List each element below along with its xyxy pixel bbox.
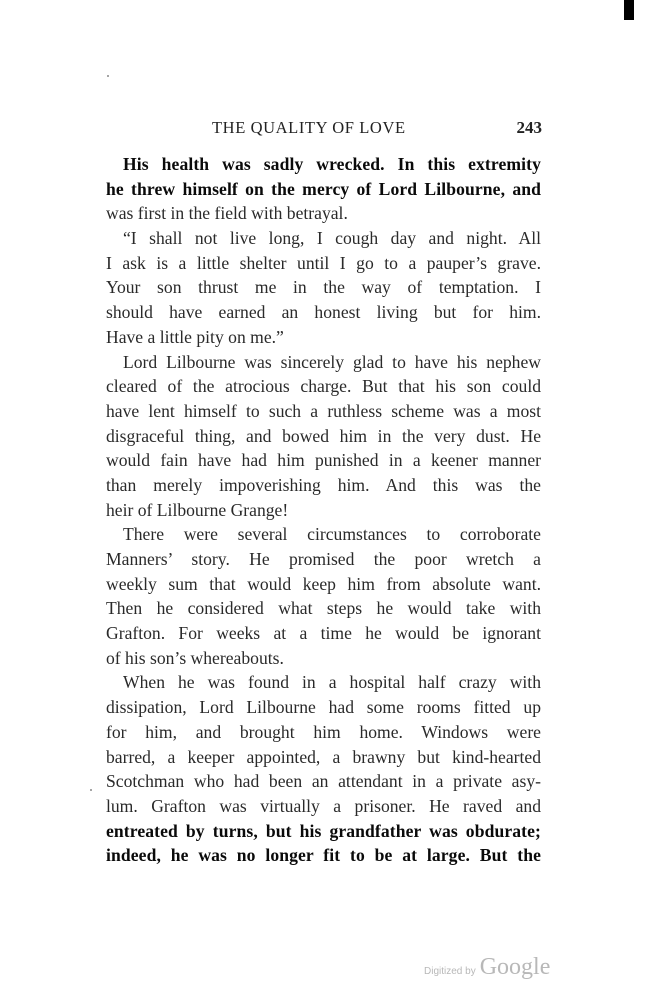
scan-edge-mark [624,0,634,20]
text-line: for him, and brought him home. Windows were [106,721,541,742]
text-line: heir of Lilbourne Grange! [106,499,289,520]
text-line: Grafton. For weeks at a time he would be ignorant [106,623,541,644]
text-line: of his son’s whereabouts. [106,647,284,668]
text-line: Manners’ story. He promised the poor wretch a [106,549,541,569]
text-line: lum. Grafton was virtually a prisoner. He raved and [106,795,541,816]
text-line: would fain have had him punished in a keener manner [106,450,541,471]
text-line: I ask is a little shelter until I go to a pauper’s grave. [106,252,541,273]
page-number: 243 [516,118,542,137]
digitized-watermark [424,954,550,981]
text-line: than merely impoverishing him. And this was the [106,474,541,495]
text-line: Lord Lilbourne was sincerely glad to have his nephew [123,351,541,372]
text-line: he threw himself on the mercy of Lord Lilbourne, and [106,178,541,199]
text-line: Scotchman who had been an attendant in a private asy- [106,771,541,792]
text-line: dissipation, Lord Lilbourne had some rooms fitted up [106,697,541,718]
text-line: Then he considered what steps he would take with [106,598,541,619]
text-line: “I shall not live long, I cough day and night. All [123,228,541,249]
text-line: disgraceful thing, and bowed him in the very dust. He [106,425,541,446]
text-line: have lent himself to such a ruthless scheme was a most [106,400,541,421]
text-line: barred, a keeper appointed, a brawny but kind-hearted [106,746,541,767]
scan-speck [90,789,92,791]
text-line: indeed, he was no longer fit to be at large. But the [106,845,541,866]
text-line: Your son thrust me in the way of temptation. I [106,277,541,298]
page-header [106,118,542,146]
text-line: should have earned an honest living but for him. [106,302,541,323]
running-title: THE QUALITY OF LOVE [212,118,406,137]
text-line: There were several circumstances to corroborate [123,524,541,545]
text-line: entreated by turns, but his grandfather was obdurate; [106,820,541,841]
body-text [106,152,541,868]
watermark-prefix: Digitized by [424,966,476,977]
text-line: When he was found in a hospital half crazy with [123,672,541,693]
text-line: Have a little pity on me.” [106,326,284,347]
text-line: weekly sum that would keep him from absolute want. [106,573,541,594]
text-line: was first in the field with betrayal. [106,203,348,224]
text-line: cleared of the atrocious charge. But that his son could [106,376,541,397]
google-logo: Google [479,954,551,980]
text-line: His health was sadly wrecked. In this extremity [123,154,541,174]
scan-speck [107,75,109,77]
